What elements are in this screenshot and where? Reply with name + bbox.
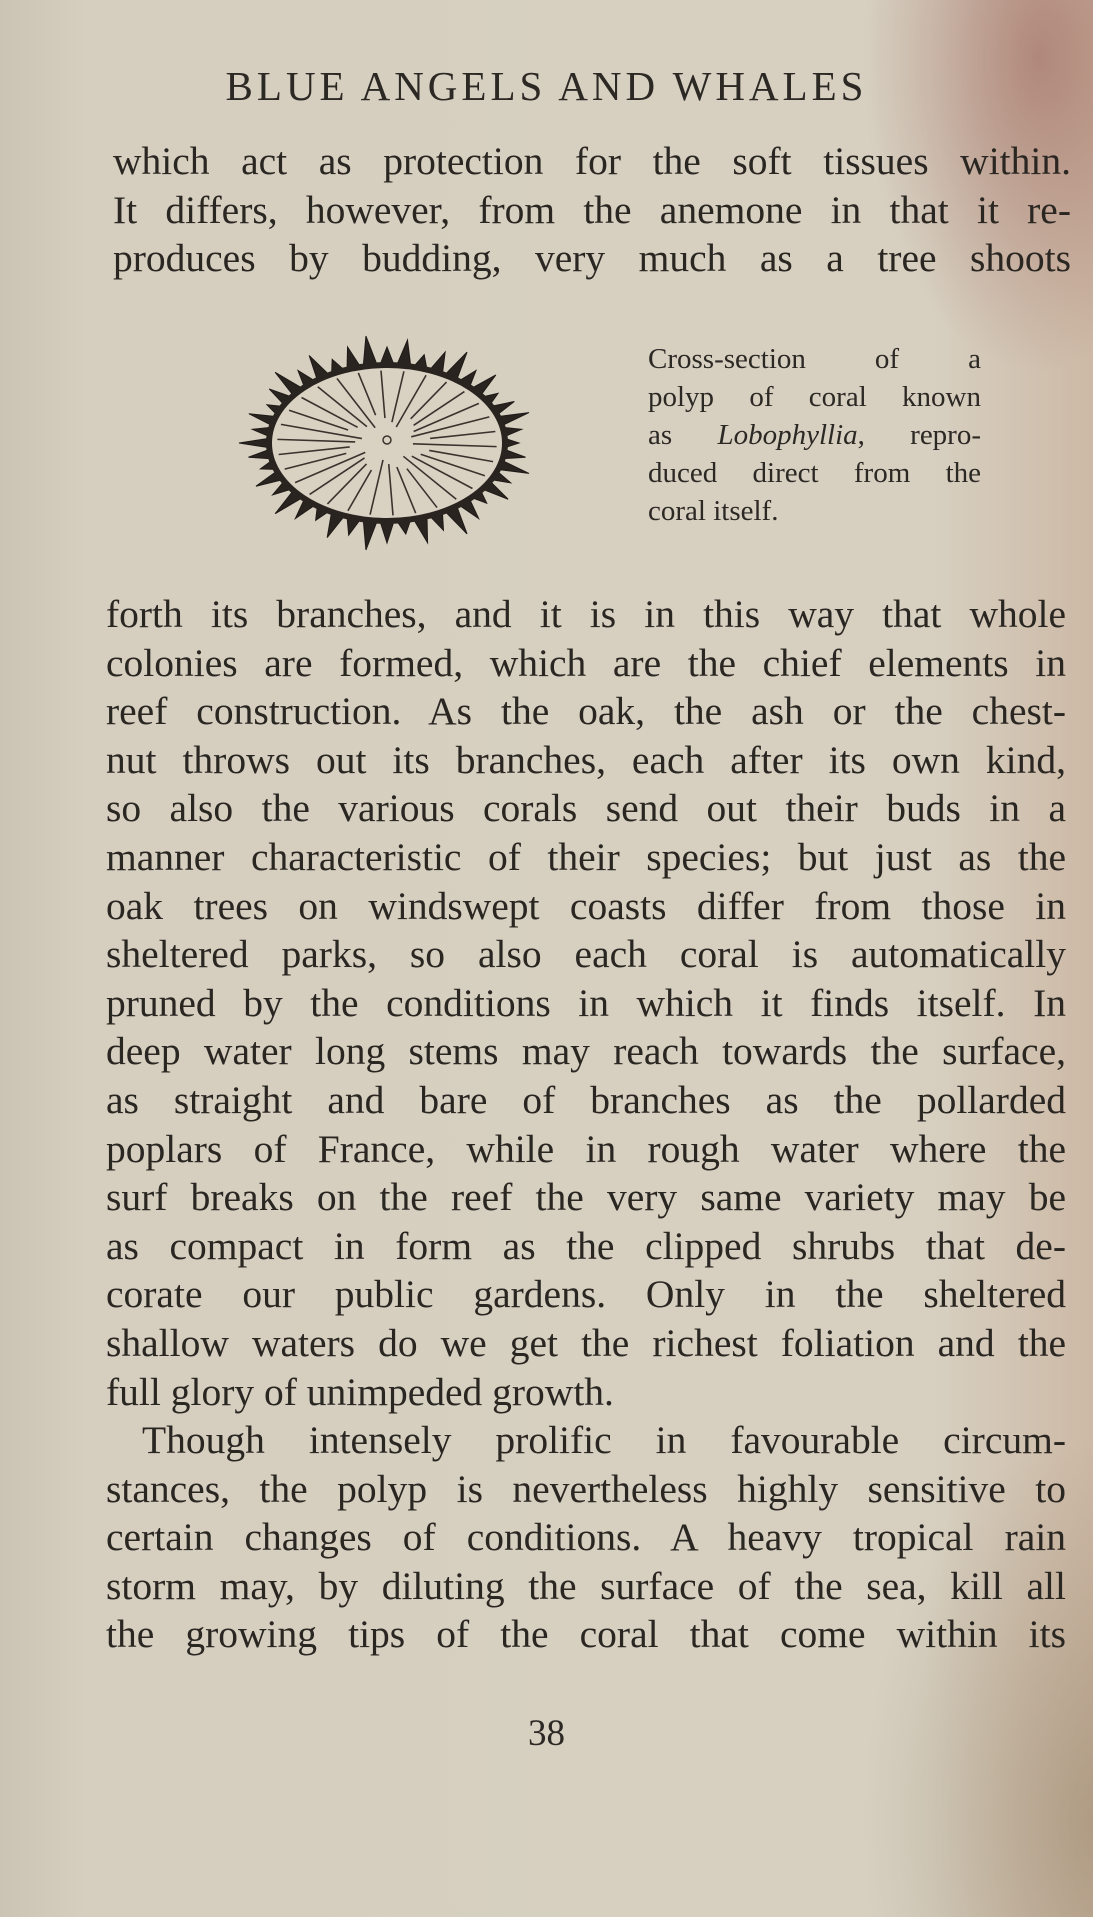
species-name: Lobophyllia: [717, 419, 858, 451]
text-line: reef construction. As the oak, the ash or the chest-: [106, 689, 1066, 734]
text-line: nut throws out its branches, each after its own kind,: [106, 737, 1066, 782]
caption-line: Cross-section of a: [648, 343, 981, 375]
caption-line: [648, 416, 981, 454]
text-line: the growing tips of the coral that come within its: [106, 1612, 1066, 1657]
caption-text: as: [648, 419, 718, 451]
text-line: storm may, by diluting the surface of the sea, kill all: [106, 1563, 1066, 1608]
coral-spike: [380, 521, 394, 543]
coral-spike: [239, 438, 269, 447]
text-line: manner characteristic of their species; but just as the: [106, 834, 1066, 879]
running-head: BLUE ANGELS AND WHALES: [225, 63, 868, 109]
paragraph-main: [106, 590, 1066, 1659]
text-line: poplars of France, while in rough water where the: [106, 1126, 1066, 1171]
text-line: produces by budding, very much as a tree shoots: [113, 236, 1071, 281]
text-line: as straight and bare of branches as the pollarded: [106, 1077, 1066, 1122]
text-line: forth its branches, and it is in this way that whole: [106, 592, 1066, 636]
coral-polyp-illustration: [222, 330, 552, 560]
page-number: 38: [528, 1713, 565, 1754]
text-line: shallow waters do we get the richest foliation and the: [106, 1320, 1066, 1365]
text-line: surf breaks on the reef the very same variety may be: [106, 1175, 1066, 1220]
caption-line: coral itself.: [648, 495, 779, 527]
caption-line: duced direct from the: [648, 457, 981, 489]
text-line: oak trees on windswept coasts differ from those in: [106, 883, 1066, 928]
text-line: pruned by the conditions in which it finds itself. In: [106, 980, 1066, 1025]
caption-line: polyp of coral known: [648, 381, 981, 413]
coral-spike: [363, 519, 377, 549]
text-line: It differs, however, from the anemone in that it re-: [113, 187, 1071, 232]
text-line: which act as protection for the soft tissues within.: [113, 139, 1071, 183]
coral-spike: [363, 336, 377, 366]
text-line: as compact in form as the clipped shrubs that de-: [106, 1223, 1066, 1268]
paragraph-top: [113, 137, 1071, 283]
text-line: corate our public gardens. Only in the sheltered: [106, 1272, 1066, 1317]
text-line: stances, the polyp is nevertheless highly sensitive to: [106, 1466, 1066, 1511]
text-line: full glory of unimpeded growth.: [106, 1369, 614, 1414]
text-line: Though intensely prolific in favourable circum-: [142, 1418, 1066, 1463]
caption-text: , repro-: [857, 419, 981, 451]
figure-caption: [648, 340, 981, 530]
text-line: deep water long stems may reach towards the surface,: [106, 1029, 1066, 1074]
text-line: colonies are formed, which are the chief elements in: [106, 640, 1066, 685]
text-line: certain changes of conditions. A heavy tropical rain: [106, 1515, 1066, 1560]
text-line: sheltered parks, so also each coral is automatically: [106, 932, 1066, 977]
text-line: so also the various corals send out their buds in a: [106, 786, 1066, 831]
